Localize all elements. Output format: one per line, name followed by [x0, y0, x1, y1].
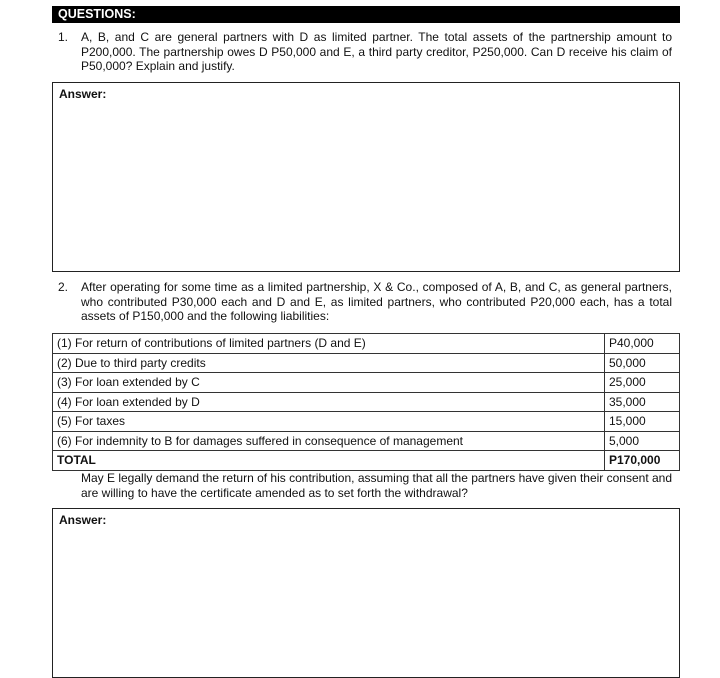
answer-2-box[interactable]	[52, 508, 680, 678]
table-row	[53, 412, 680, 432]
total-row	[53, 451, 680, 471]
question-1	[58, 30, 672, 76]
table-row	[53, 392, 680, 412]
liability-amount: P40,000	[605, 334, 680, 354]
liability-amount: 5,000	[605, 431, 680, 451]
liability-item: (3) For loan extended by C	[53, 373, 605, 393]
questions-header: QUESTIONS:	[52, 6, 680, 23]
table-row	[53, 334, 680, 354]
liabilities-table	[52, 333, 680, 471]
liability-item: (4) For loan extended by D	[53, 392, 605, 412]
question-2	[58, 280, 672, 326]
liability-item: (2) Due to third party credits	[53, 353, 605, 373]
table-row	[53, 431, 680, 451]
answer-1-box[interactable]	[52, 82, 680, 272]
table-row	[53, 373, 680, 393]
question-1-text: A, B, and C are general partners with D as limited partner. The total assets of the partnership amount to P200,000. The partnership owes D P50,000 and E, a third party creditor, P250,000. Can D receive his claim of P50,000? Explain and justify.	[81, 30, 672, 73]
liability-item: (6) For indemnity to B for damages suffered in consequence of management	[53, 431, 605, 451]
question-2-number: 2.	[58, 280, 69, 294]
question-1-number: 1.	[58, 30, 69, 44]
liability-amount: 15,000	[605, 412, 680, 432]
total-label: TOTAL	[53, 451, 605, 471]
liability-item: (1) For return of contributions of limited partners (D and E)	[53, 334, 605, 354]
liability-item: (5) For taxes	[53, 412, 605, 432]
question-2-followup: May E legally demand the return of his contribution, assuming that all the partners have given their consent and are willing to have the certificate amended as to set forth the withdrawal?	[81, 471, 673, 500]
answer-1-label: Answer:	[59, 87, 107, 101]
total-amount: P170,000	[605, 451, 680, 471]
liability-amount: 50,000	[605, 353, 680, 373]
question-2-text: After operating for some time as a limited partnership, X & Co., composed of A, B, and C, as general partners, who contributed P30,000 each and D and E, as limited partners, who contributed P20,000 each, has a total assets of P150,000 and the following liabilities:	[81, 280, 672, 323]
liability-amount: 35,000	[605, 392, 680, 412]
liability-amount: 25,000	[605, 373, 680, 393]
table-row	[53, 353, 680, 373]
answer-2-label: Answer:	[59, 513, 107, 527]
